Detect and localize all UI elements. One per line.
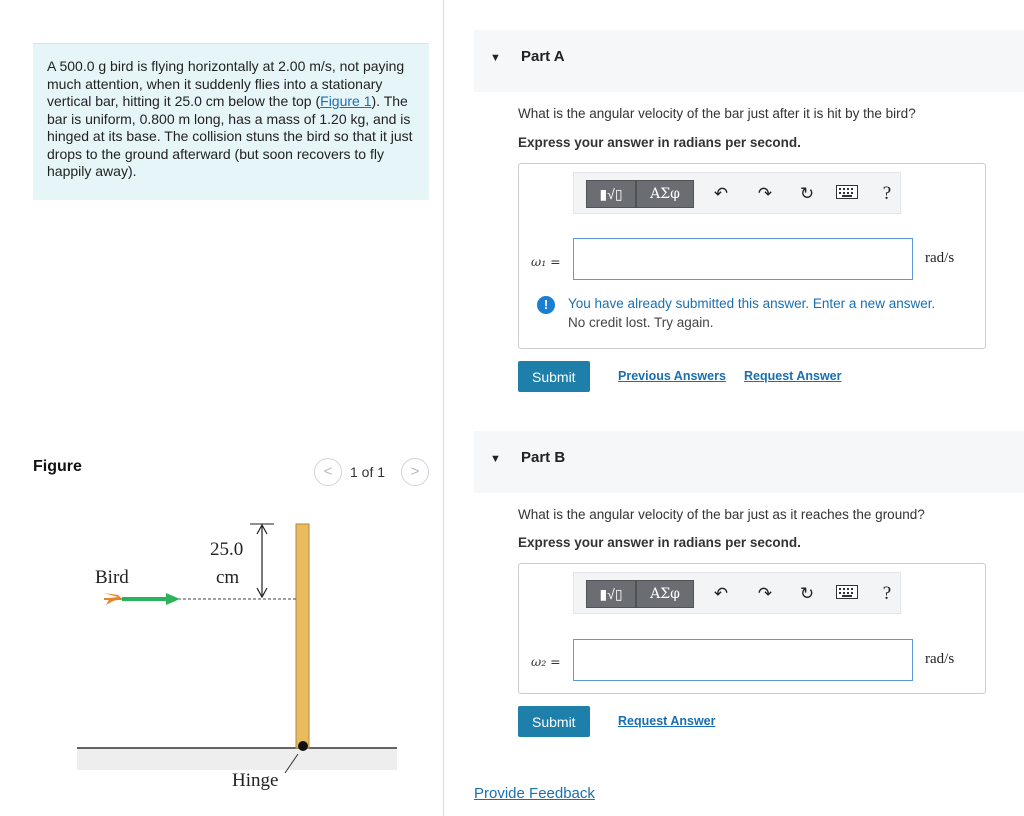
omega-1-label: ω₁ = [531,254,561,269]
figure-pager [314,458,430,486]
keyboard-icon[interactable] [836,184,858,204]
ground [77,748,397,770]
problem-statement [33,43,429,200]
problem-text-2: ). The bar is uniform, 0.800 m long, has a mass of 1.20 kg, and is hinged at its base. The collision stuns the bird so that it just drops to the ground afterward (but soon recovers to fly happily away). [47,93,413,179]
part-a-label: Part A [521,48,565,65]
reset-icon[interactable]: ↻ [799,184,815,203]
omega-1-input[interactable] [573,238,913,280]
omega-1-unit: rad/s [925,250,955,266]
part-b-answer-box [518,563,986,694]
redo-icon[interactable]: ↷ [757,184,773,203]
bird-icon [104,593,122,605]
part-a-question: What is the angular velocity of the bar just after it is hit by the bird? [518,106,916,121]
templates-button[interactable]: ▮√▯ [586,580,636,608]
vertical-bar [296,524,309,748]
templates-button[interactable]: ▮√▯ [586,180,636,208]
keyboard-icon[interactable] [836,584,858,604]
distance-value: 25.0 [210,539,244,560]
part-b-label: Part B [521,449,566,466]
problem-text-1: A 500.0 g bird is flying horizontally at 2.00 m/s, not paying much attention, when it suddenly flies into a stationary vertical bar, hitting it 25.0 cm below the top ( [47,58,405,109]
warning-detail: No credit lost. Try again. [568,315,714,330]
greek-symbols-button[interactable]: ΑΣφ [636,580,694,608]
help-button[interactable]: ? [882,583,892,604]
omega-2-input[interactable] [573,639,913,681]
previous-answers-link[interactable]: Previous Answers [618,369,726,383]
left-panel [0,0,444,816]
part-b-instruction: Express your answer in radians per second. [518,535,801,550]
distance-unit: cm [216,567,240,588]
collapse-icon[interactable]: ▼ [490,52,501,64]
part-b-request-answer-link[interactable]: Request Answer [618,714,716,728]
velocity-arrow [122,593,180,605]
math-toolbar [573,172,901,214]
part-a-answer-box [518,163,986,349]
figure-link[interactable]: Figure 1 [320,93,372,109]
right-panel [444,0,1024,816]
reset-icon[interactable]: ↻ [799,584,815,603]
redo-icon[interactable]: ↷ [757,584,773,603]
previous-figure-button[interactable]: < [314,458,342,486]
part-b-header[interactable] [474,431,1024,493]
part-a-request-answer-link[interactable]: Request Answer [744,369,842,383]
part-a-submit-button[interactable]: Submit [518,361,590,392]
distance-marker [250,524,274,597]
math-toolbar [573,572,901,614]
undo-icon[interactable]: ↶ [713,184,729,203]
omega-2-label: ω₂ = [531,654,561,669]
figure-title: Figure [33,458,82,475]
greek-symbols-button[interactable]: ΑΣφ [636,180,694,208]
part-a-header[interactable] [474,30,1024,92]
omega-2-unit: rad/s [925,651,955,667]
collapse-icon[interactable]: ▼ [490,453,501,465]
help-button[interactable]: ? [882,183,892,204]
hinge-pivot [298,741,308,751]
warning-message: You have already submitted this answer. Enter a new answer. [568,296,936,311]
undo-icon[interactable]: ↶ [713,584,729,603]
alert-icon: ! [537,296,555,314]
next-figure-button[interactable]: > [401,458,429,486]
provide-feedback-link[interactable]: Provide Feedback [474,785,595,802]
bird-label: Bird [95,567,129,588]
bird-bar-diagram [60,505,420,805]
figure-page-indicator: 1 of 1 [350,464,386,480]
part-b-question: What is the angular velocity of the bar just as it reaches the ground? [518,507,925,522]
hinge-label: Hinge [232,770,279,791]
part-a-instruction: Express your answer in radians per second. [518,135,801,150]
part-b-submit-button[interactable]: Submit [518,706,590,737]
